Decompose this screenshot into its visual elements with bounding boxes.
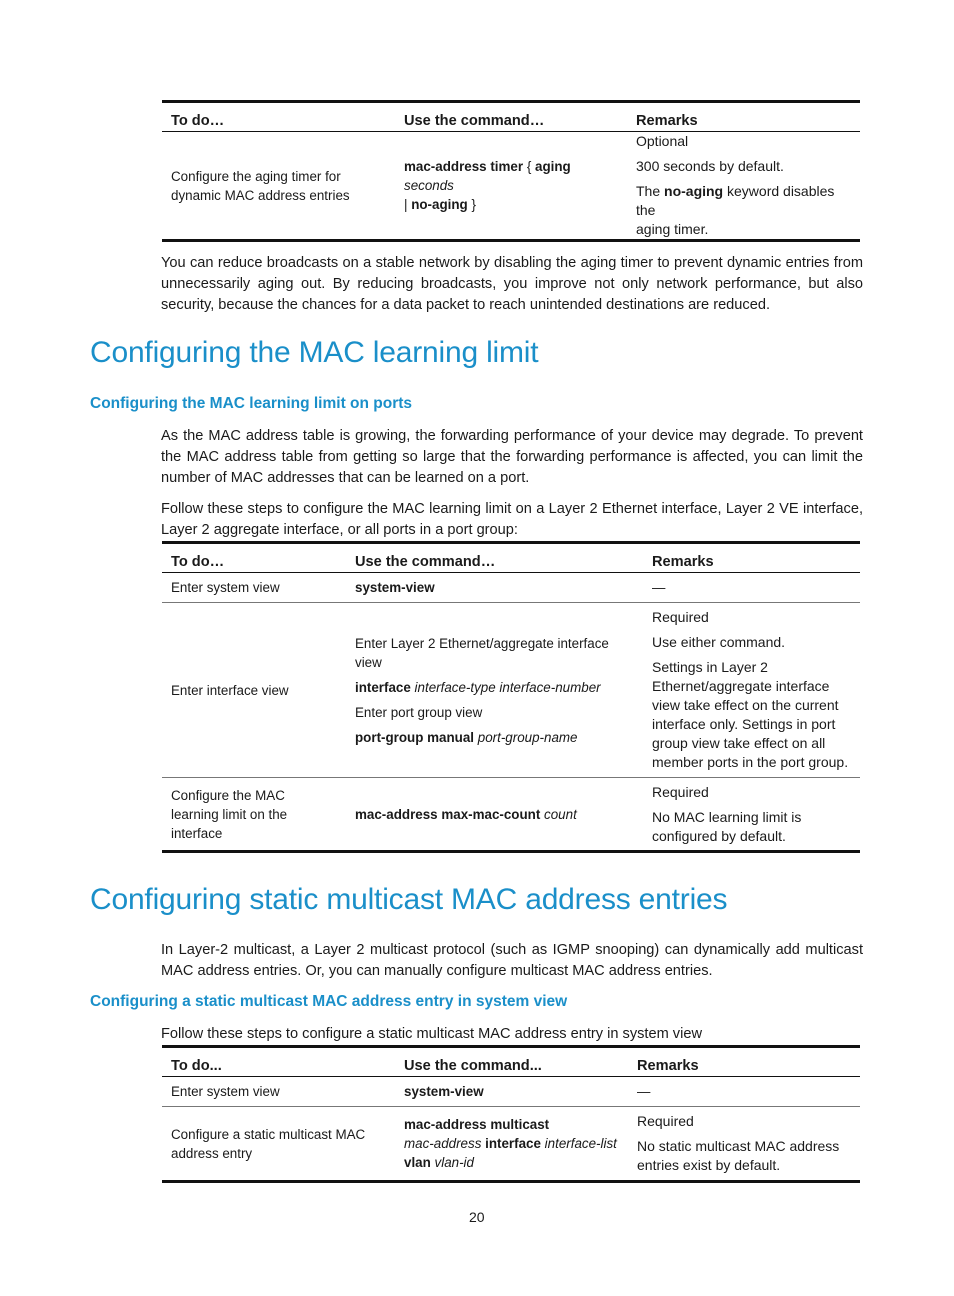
table-cell: Configure a static multicast MAC address entry bbox=[171, 1126, 366, 1161]
table-cell: mac-address multicast mac-address interface interface-list vlan vlan-id bbox=[404, 1117, 617, 1170]
paragraph: Follow these steps to configure the MAC learning limit on a Layer 2 Ethernet interface, Layer 2 VE interface, Layer 2 aggregate interface, or all ports in a port group: bbox=[161, 501, 863, 538]
table-header: Remarks bbox=[637, 1058, 699, 1074]
table-row bbox=[162, 573, 860, 603]
table-row bbox=[162, 1107, 860, 1182]
paragraph: In Layer-2 multicast, a Layer 2 multicast protocol (such as IGMP snooping) can dynamically add multicast MAC address entries. Or, you can manually configure multicast MAC address entries. bbox=[161, 942, 863, 979]
paragraph: As the MAC address table is growing, the forwarding performance of your device may degrade. To prevent the MAC address table from getting so large that the forwarding performance is affected, you can limit the number of MAC addresses that can be learned on a port. bbox=[161, 428, 863, 486]
static-multicast-table bbox=[162, 1045, 860, 1183]
paragraph: You can reduce broadcasts on a stable network by disabling the aging timer to prevent dynamic entries from unnecessarily aging out. By reducing broadcasts, you improve not only network performance, but also security, because the chances for a data packet to reach unintended destinations are reduced. bbox=[161, 255, 863, 313]
table-header: Use the command… bbox=[404, 113, 545, 129]
table-cell: Required No static multicast MAC address entries exist by default. bbox=[637, 1113, 840, 1173]
table-cell: Enter system view bbox=[171, 1084, 280, 1099]
table-header: To do… bbox=[171, 113, 225, 129]
table-header: To do... bbox=[171, 1058, 222, 1074]
table-cell: system-view bbox=[404, 1084, 484, 1099]
page-number: 20 bbox=[469, 1209, 485, 1225]
table-cell: — bbox=[652, 580, 666, 595]
table-header: Use the command... bbox=[404, 1058, 542, 1074]
table-cell: mac-address timer { aging seconds | no-aging } bbox=[404, 159, 571, 212]
table-header: Remarks bbox=[652, 554, 714, 570]
table-header: Use the command… bbox=[355, 554, 496, 570]
table-row bbox=[162, 132, 860, 241]
table-cell: — bbox=[637, 1084, 651, 1099]
table-cell: mac-address max-mac-count count bbox=[355, 806, 577, 822]
table-row bbox=[162, 1077, 860, 1107]
table-header: Remarks bbox=[636, 113, 698, 129]
table-cell: Optional 300 seconds by default. The no-aging keyword disables the aging timer. bbox=[636, 133, 835, 237]
section-title: Configuring the MAC learning limit on ports bbox=[90, 395, 413, 412]
aging-timer-table bbox=[162, 100, 860, 242]
table-row bbox=[162, 603, 860, 778]
table-cell: Required Use either command. Settings in Layer 2 Ethernet/aggregate interface view take effect on the current interface only. Settings in port group view take effect on all member ports in the port group. bbox=[652, 609, 849, 770]
table-cell: system-view bbox=[355, 580, 435, 595]
table-cell: Configure the aging timer for dynamic MAC address entries bbox=[171, 168, 350, 203]
table-cell: Enter system view bbox=[171, 580, 280, 595]
table-row bbox=[162, 778, 860, 852]
paragraph: Follow these steps to configure a static multicast MAC address entry in system view bbox=[161, 1026, 702, 1042]
table-header: To do… bbox=[171, 554, 225, 570]
chapter-title: Configuring the MAC learning limit bbox=[90, 336, 539, 369]
table-cell: Enter Layer 2 Ethernet/aggregate interface view interface interface-type interface-number Enter port group view port-group manual port-group-name bbox=[355, 635, 609, 745]
table-cell: Enter interface view bbox=[171, 682, 289, 698]
section-title: Configuring a static multicast MAC address entry in system view bbox=[90, 993, 568, 1010]
mac-learning-limit-table bbox=[162, 541, 860, 853]
table-cell: Configure the MAC learning limit on the interface bbox=[171, 787, 288, 841]
chapter-title: Configuring static multicast MAC address entries bbox=[90, 883, 728, 916]
table-cell: Required No MAC learning limit is configured by default. bbox=[652, 783, 802, 844]
